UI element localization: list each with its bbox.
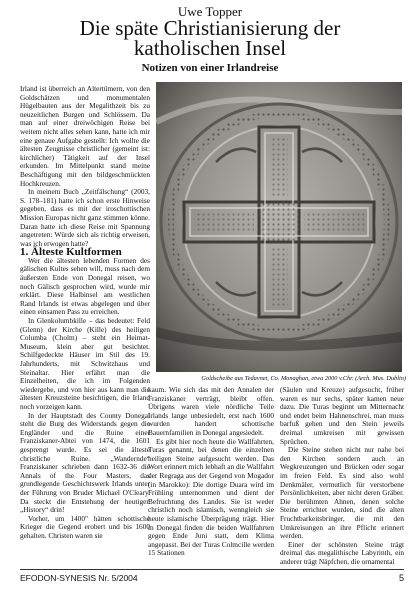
- title-line-1: Die späte Christianisierung der: [79, 16, 341, 40]
- text-column-1: [20, 85, 150, 540]
- text-column-2: [148, 386, 274, 558]
- photo-caption: Goldscheibe aus Tedavnet, Co. Monaghan, etwa 2000 v.Chr. (Arch. Mus. Dublin): [201, 375, 406, 382]
- paragraph: Die Steine stehen nicht nur nahe bei den Kirchen sondern auch an Wegkreuzungen und Brücken oder sogar im freien Feld. Es sind also wohl Denkmäler, vermutlich für verstorbene Persönlichkeiten, aber nicht deren Gräber. Die berühmten Ahnen, denen solche Steine errichtet wurden, sind die alten Fruchtbarkeitsbringer, die mit den Umkreisungen an ihre Pflicht erinnert werden.: [280, 445, 404, 541]
- paragraph: (Säulen und Kreuze) aufgesucht, früher waren es nur sechs, später kamen neue dazu. Die Turas beginnt um Mitternacht und endet beim Hahnenschrei, man muss barfuß gehen und den Stein jeweils dreimal umkreisen mit gewissen Sprüchen.: [280, 385, 404, 446]
- paragraph: kaum. Wie sich das mit den Annalen der Franziskaner verträgt, bleibt offen. Übrigens waren viele nördliche Teile Irlands lange unbesiedelt, erst nach 1600 wurden handert schottische Bauernfamilien in Donegal angesiedelt.: [148, 385, 274, 437]
- author: Uwe Topper: [177, 4, 243, 19]
- journal-name: EFODON-SYNESIS Nr. 5/2004: [20, 573, 138, 583]
- title-line-2: katholischen Insel: [133, 36, 287, 60]
- section-heading: 1. Älteste Kultformen: [20, 246, 122, 259]
- paragraph: In meinem Buch „Zeitfälschung“ (2003, S. 178–181) hatte ich schon erste Hinweise gegeben, dass es mit der iroschottischen Mission Europas nicht ganz stimmen könne. Daran hatte ich diese Reise mit Spannung angetreten: Würde sich als richtig erweisen, was ich erwogen hatte?: [20, 187, 150, 248]
- text-column-3: [280, 386, 404, 566]
- paragraph: Vorher, um 1400" hätten schottische Krieger die Gegend erobert und bis 1600 gehalten. Christen waren sie: [20, 513, 150, 540]
- paragraph: Wer die ältesten lebenden Formen des gälischen Kultes sehen will, muss nach dem äußersten Ende von Donegal reisen, wo noch Gälisch gesprochen wird, wurde mir erklärt. Diese Halbinsel am westlichen Rand Irlands ist etwas abgelegen und über einen einsamen Pass zu erreichen.: [20, 255, 150, 317]
- gold-disc-image: [156, 82, 402, 372]
- paragraph: Es gibt hier noch heute die Wallfahrten, Turas genannt, bei denen die einzelnen heiligen Steine aufgesucht werden. Das Wort erinnert mich lebhaft an die Wallfahrt der Regraga aus der Gegend von Mogador (in Marokko): Die dortige Duara wird im Frühling unternommen und dient der Befruchtung des Landes. Sie ist weder christlich noch islamisch, wenngleich sie heute islamische Überprägung trägt. Hier in Donegal finden die beiden Wallfahrten gegen Ende Juni statt, dem Klima angepasst. Bei der Turas Colmcille werden 15 Stationen: [148, 436, 274, 558]
- page-footer: [20, 569, 404, 583]
- article-title: [0, 18, 420, 58]
- paragraph: In Glenkolumbkille – das bedeutet: Feld (Glenn) der Kirche (Kille) des heiligen Columba (Cholm) – steht ein Heimat-Museum, klein aber gut besichtet. Schilfgedeckte Häuser im Stil des 19. Jahrhunderts, mit Schwitzhaus und Steinaltar. Hier erfährt man die Einzelheiten, die ich im Folgenden wiedergebe, und von hier aus kann man die ältesten Kreuzsteine besichtigen, die Irland noch vorzeigen kann.: [20, 316, 150, 411]
- paragraph: In der Hauptstadt des County Donegal steht die Burg des Widerstands gegen die Engländer und die Ruine einer Franziskaner-Abtei von 1474, die 1601 gesprengt wurde. Es sei die älteste christliche Ruine. „Wandernde“ Franziskaner schrieben dann 1632-36 die Annals of the Four Masters, das grundlegende Geschichtswerk Irlands unter der Führung von Bruder Michael O'Cleary. Da steckt die Entstehung der heutigen „History“ drin!: [20, 410, 150, 515]
- page-number: 5: [398, 573, 404, 583]
- gold-disc-photo: [156, 82, 402, 372]
- article-subtitle: Notizen von einer Irlandreise: [141, 62, 279, 74]
- paragraph: Einer der schönsten Steine trägt dreimal das megalithische Labyrinth, ein anderer trägt Näpfchen, die ornamental: [280, 539, 404, 566]
- paragraph: Irland ist überreich an Altertümern, von den Goldschätzen und monumentalen Hügelbauten aus der Megalithzeit bis zu neuzeitlichen Burgen und Schlössern. Da man auf einer dreiwöchigen Reise bei weitem nicht alles sehen kann, hatte ich mir eine genaue Aufgabe gestellt: Ich wollte die ältesten Zeugnisse christlicher (gemeint ist: kirchlicher) Tätigkeit auf der Insel erkunden. Im Mittelpunkt stand meine Beschäftigung mit den bildgeschmückten Hochkreuzen.: [20, 84, 150, 188]
